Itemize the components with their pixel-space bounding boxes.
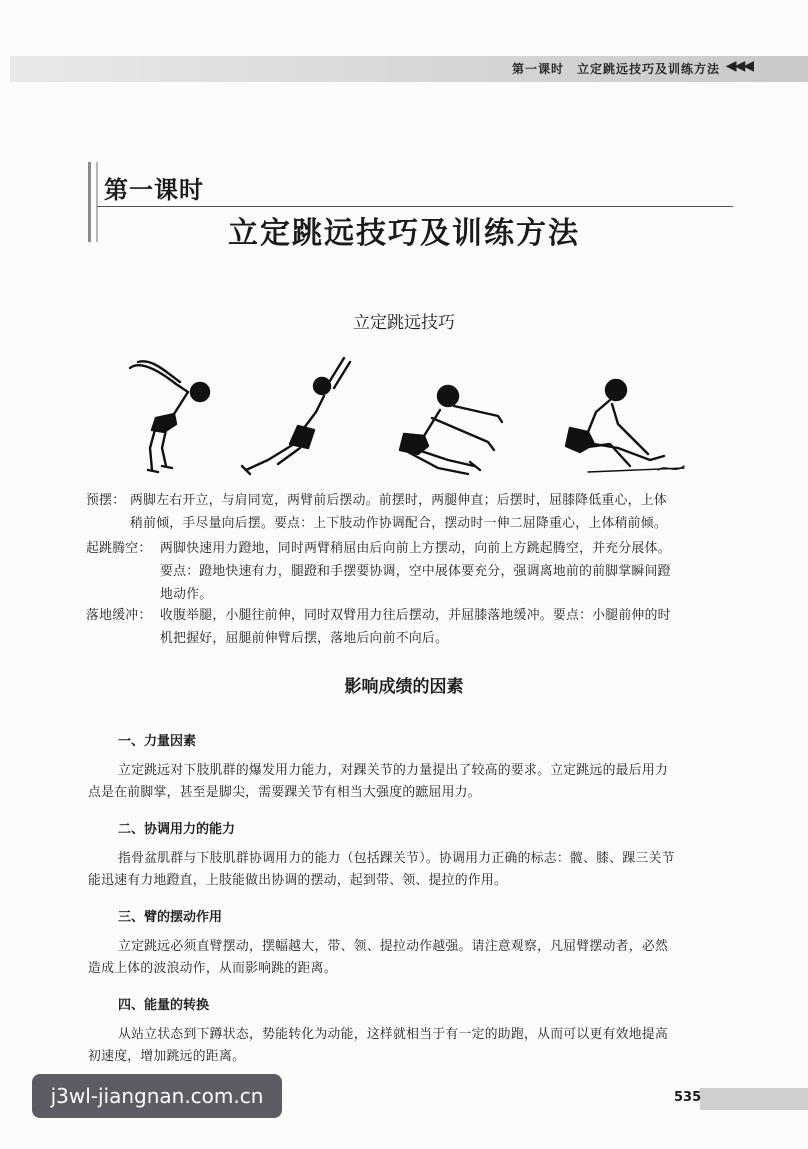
section-heading-factors: 影响成绩的因素 — [344, 677, 464, 697]
page-number: 535 — [674, 1090, 702, 1105]
watermark: j3wl-jiangnan.com.cn — [32, 1074, 282, 1118]
factor-text-energy-2: 初速度，增加跳远的距离。 — [88, 1049, 246, 1064]
item-text-takeoff-3: 地动作。 — [160, 587, 213, 602]
section-heading-technique: 立定跳远技巧 — [353, 313, 455, 333]
factor-text-arm-swing-1: 立定跳远必须直臂摆动，摆幅越大，带、领、提拉动作越强。请注意观察，凡屈臂摆动者，必然 — [118, 939, 669, 954]
item-text-prep-swing-1: 两脚左右开立，与肩同宽，两臂前后摆动。前摆时，两腿伸直；后摆时，屈膝降低重心，上体 — [130, 493, 667, 508]
factor-text-coordination-2: 能迅速有力地蹬直，上肢能做出协调的摆动，起到带、领、提拉的作用。 — [88, 873, 508, 888]
factor-text-strength-1: 立定跳远对下肢肌群的爆发用力能力，对踝关节的力量提出了较高的要求。立定跳远的最后用力 — [118, 763, 669, 778]
item-label-takeoff: 起跳腾空： — [86, 541, 152, 556]
item-text-landing-2: 机把握好，屈腿前伸臂后摆，落地后向前不向后。 — [160, 631, 449, 646]
jump-phases-illustration — [118, 352, 698, 484]
lesson-title: 立定跳远技巧及训练方法 — [228, 216, 580, 251]
item-text-prep-swing-2: 稍前倾，手尽量向后摆。要点：上下肢动作协调配合，摆动时一伸二屈降重心，上体稍前倾。 — [130, 516, 667, 531]
jumper-figure-landing — [566, 380, 684, 472]
factor-heading-strength: 一、力量因素 — [118, 734, 197, 749]
running-header-text: 第一课时 立定跳远技巧及训练方法 — [511, 62, 720, 76]
title-rule — [97, 206, 733, 207]
factor-heading-coordination: 二、协调用力的能力 — [118, 822, 236, 837]
factor-heading-energy: 四、能量的转换 — [118, 998, 210, 1013]
jumper-figure-flight — [400, 386, 502, 474]
item-label-landing: 落地缓冲： — [86, 608, 152, 623]
running-header-mark: ◀◀◀ — [725, 58, 752, 74]
item-label-prep-swing: 预摆： — [86, 493, 126, 508]
lesson-number: 第一课时 — [104, 176, 204, 204]
factor-text-coordination-1: 指骨盆肌群与下肢肌群协调用力的能力（包括踝关节）。协调用力正确的标志：髋、膝、踝三关节 — [118, 851, 675, 866]
page-number-band — [700, 1088, 808, 1110]
item-text-landing-1: 收腹举腿，小腿往前伸，同时双臂用力往后摆动，并屈膝落地缓冲。要点：小腿前伸的时 — [160, 608, 671, 623]
factor-text-arm-swing-2: 造成上体的波浪动作，从而影响跳的距离。 — [88, 961, 337, 976]
factor-text-energy-1: 从站立状态到下蹲状态，势能转化为动能，这样就相当于有一定的助跑，从而可以更有效地提高 — [118, 1027, 669, 1042]
factor-text-strength-2: 点是在前脚掌，甚至是脚尖，需要踝关节有相当大强度的蹠屈用力。 — [88, 785, 481, 800]
factor-heading-arm-swing: 三、臂的摆动作用 — [118, 910, 223, 925]
item-text-takeoff-1: 两脚快速用力蹬地，同时两臂稍屈由后向前上方摆动，向前上方跳起腾空，并充分展体。 — [160, 541, 671, 556]
jumper-figure-swing — [130, 361, 209, 472]
item-text-takeoff-2: 要点：蹬地快速有力，腿蹬和手摆要协调，空中展体要充分，强调离地前的前脚掌瞬间蹬 — [160, 564, 671, 579]
jumper-figure-takeoff — [242, 358, 350, 474]
